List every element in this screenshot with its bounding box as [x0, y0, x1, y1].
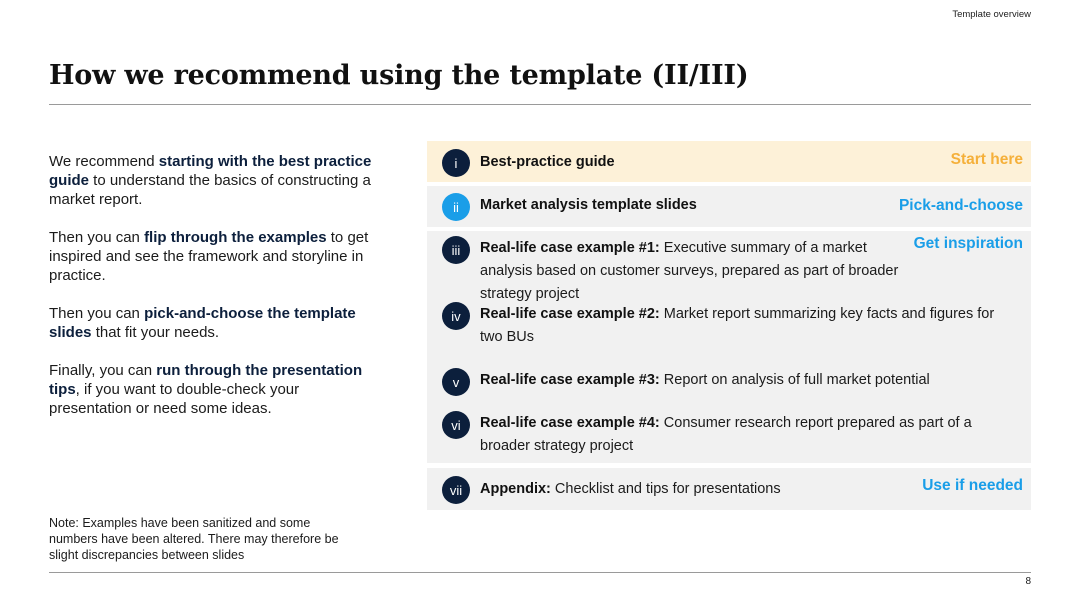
- intro-text: [49, 152, 379, 437]
- row-label: Real-life case example #1: Executive summary of a market analysis based on customer surveys, prepared as part of broader strategy project: [480, 240, 899, 302]
- panel-guide: [427, 141, 1031, 182]
- section-tag: Template overview: [952, 9, 1031, 20]
- row-case-example-2[interactable]: [427, 297, 1031, 347]
- cta-use-if-needed[interactable]: Use if needed: [922, 477, 1023, 494]
- intro-paragraph-2: Then you can flip through the examples to get inspired and see the framework and storyline in practice.: [49, 229, 369, 284]
- row-label: Real-life case example #4: Consumer research report prepared as part of a broader strategy project: [480, 415, 972, 454]
- intro-paragraph-1: We recommend starting with the best practice guide to understand the basics of constructing a market report.: [49, 153, 372, 208]
- cta-start-here[interactable]: Start here: [950, 151, 1023, 168]
- page-number: 8: [1025, 576, 1031, 587]
- footnote: Note: Examples have been sanitized and some numbers have been altered. There may therefore be slight discrepancies between slides: [49, 516, 339, 562]
- page-title: How we recommend using the template (II/III): [49, 60, 749, 91]
- numeral-badge: vi: [442, 411, 470, 439]
- numeral-badge: v: [442, 368, 470, 396]
- title-divider: [49, 104, 1031, 105]
- row-case-example-4[interactable]: [427, 407, 1031, 459]
- numeral-badge: iii: [442, 236, 470, 264]
- panel-examples: [427, 231, 1031, 463]
- numeral-badge: i: [442, 149, 470, 177]
- footer-divider: [49, 572, 1031, 573]
- panel-template: [427, 186, 1031, 227]
- numeral-badge: vii: [442, 476, 470, 504]
- row-case-example-3[interactable]: [427, 366, 1031, 396]
- row-label: Best-practice guide: [480, 154, 615, 170]
- row-label: Market analysis template slides: [480, 197, 697, 213]
- cta-get-inspiration[interactable]: Get inspiration: [913, 235, 1023, 252]
- intro-paragraph-4: Finally, you can run through the presentation tips, if you want to double-check your presentation or need some ideas.: [49, 362, 363, 417]
- numeral-badge: ii: [442, 193, 470, 221]
- numeral-badge: iv: [442, 302, 470, 330]
- intro-paragraph-3: Then you can pick-and-choose the template slides that fit your needs.: [49, 305, 356, 341]
- panel-appendix: [427, 468, 1031, 510]
- cta-pick-and-choose[interactable]: Pick-and-choose: [898, 197, 1023, 214]
- row-label: Real-life case example #2: Market report summarizing key facts and figures for two BUs: [480, 306, 995, 345]
- row-best-practice-guide[interactable]: [427, 141, 1031, 182]
- row-label: Real-life case example #3: Report on analysis of full market potential: [480, 372, 930, 388]
- row-label: Appendix: Checklist and tips for presentations: [480, 481, 781, 497]
